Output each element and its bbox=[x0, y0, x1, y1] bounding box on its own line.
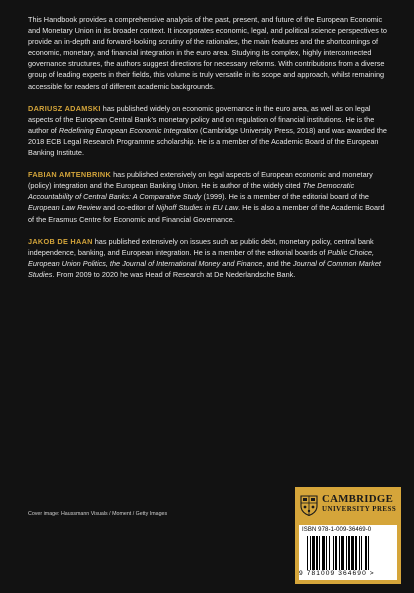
publisher-subtitle: UNIVERSITY PRESS bbox=[322, 506, 397, 513]
journal-title: Journal of Common Market Studies bbox=[28, 258, 381, 279]
barcode-bars bbox=[307, 536, 395, 570]
publisher-block bbox=[295, 487, 401, 584]
author-bio-adamski: DARIUSZ ADAMSKI has published widely on economic governance in the euro area, as well as on legal aspects of the European Central Bank’s monetary policy and on regulation of financial institutions. He is the author of Redefining European Economic Integration (Cambridge University Press, 2018) and was awarded the 2018 ECB Legal Research Programme scholarship. He is a member of the Academic Board of the European Banking Institute. bbox=[28, 103, 387, 158]
journal-titles: Public Choice, European Union Politics, the Journal of International Money and Finance bbox=[28, 247, 375, 268]
author-name: FABIAN AMTENBRINK bbox=[28, 170, 112, 180]
isbn-label: ISBN 978-1-009-36469-0 bbox=[302, 527, 372, 533]
barcode-digits: 9 781009 364690 > bbox=[299, 570, 375, 577]
barcode bbox=[299, 525, 397, 580]
book-title: Redefining European Economic Integration bbox=[58, 125, 198, 135]
book-title: The Democratic Accountability of Central Banks: A Comparative Study bbox=[28, 181, 355, 202]
book-description: This Handbook provides a comprehensive analysis of the past, present, and future of the European Economic and Monetary Union in its broader context. It incorporates economic, legal, and political science perspectives to provide an in-depth and forward-looking scrutiny of the rationales, the main features and the shortcomings of economic, monetary, and financial integration in the euro area. Studying its complex, highly interconnected governance structures, the authors suggest directions for necessary reforms. With contributions from a diverse group of leading experts in their fields, this volume is truly versatile in its scope and approach, whilst remaining accessible for readers of different academic backgrounds. bbox=[28, 15, 387, 91]
author-name: JAKOB DE HAAN bbox=[28, 236, 93, 246]
cover-text bbox=[28, 14, 390, 291]
author-name: DARIUSZ ADAMSKI bbox=[28, 103, 101, 113]
cambridge-shield-icon bbox=[300, 495, 318, 516]
cover-image-credit: Cover image: Haussmann Visuals / Moment / Getty Images bbox=[28, 511, 168, 517]
publisher-name: CAMBRIDGE bbox=[322, 493, 394, 505]
author-bio-amtenbrink: FABIAN AMTENBRINK has published extensively on legal aspects of European economic and monetary (policy) integration and the European Banking Union. He is author of the widely cited The Democratic Accountability of Central Banks: A Comparative Study (1999). He is a member of the editorial board of the European Law Review and co-editor of Nijhoff Studies in EU Law. He is also a member of the Academic Board of the Erasmus Centre for Economic and Financial Governance. bbox=[28, 170, 385, 224]
journal-title: European Law Review bbox=[28, 203, 102, 213]
author-bio-de-haan: JAKOB DE HAAN has published extensively on issues such as public debt, monetary policy, central bank independence, banking, and European integration. He is a member of the editorial boards of Public Choice, European Union Politics, the Journal of International Money and Finance, and the Journal of Common Market Studies. From 2009 to 2020 he was Head of Research at De Nederlandsche Bank. bbox=[28, 236, 381, 279]
series-title: Nijhoff Studies in EU Law bbox=[155, 203, 239, 213]
